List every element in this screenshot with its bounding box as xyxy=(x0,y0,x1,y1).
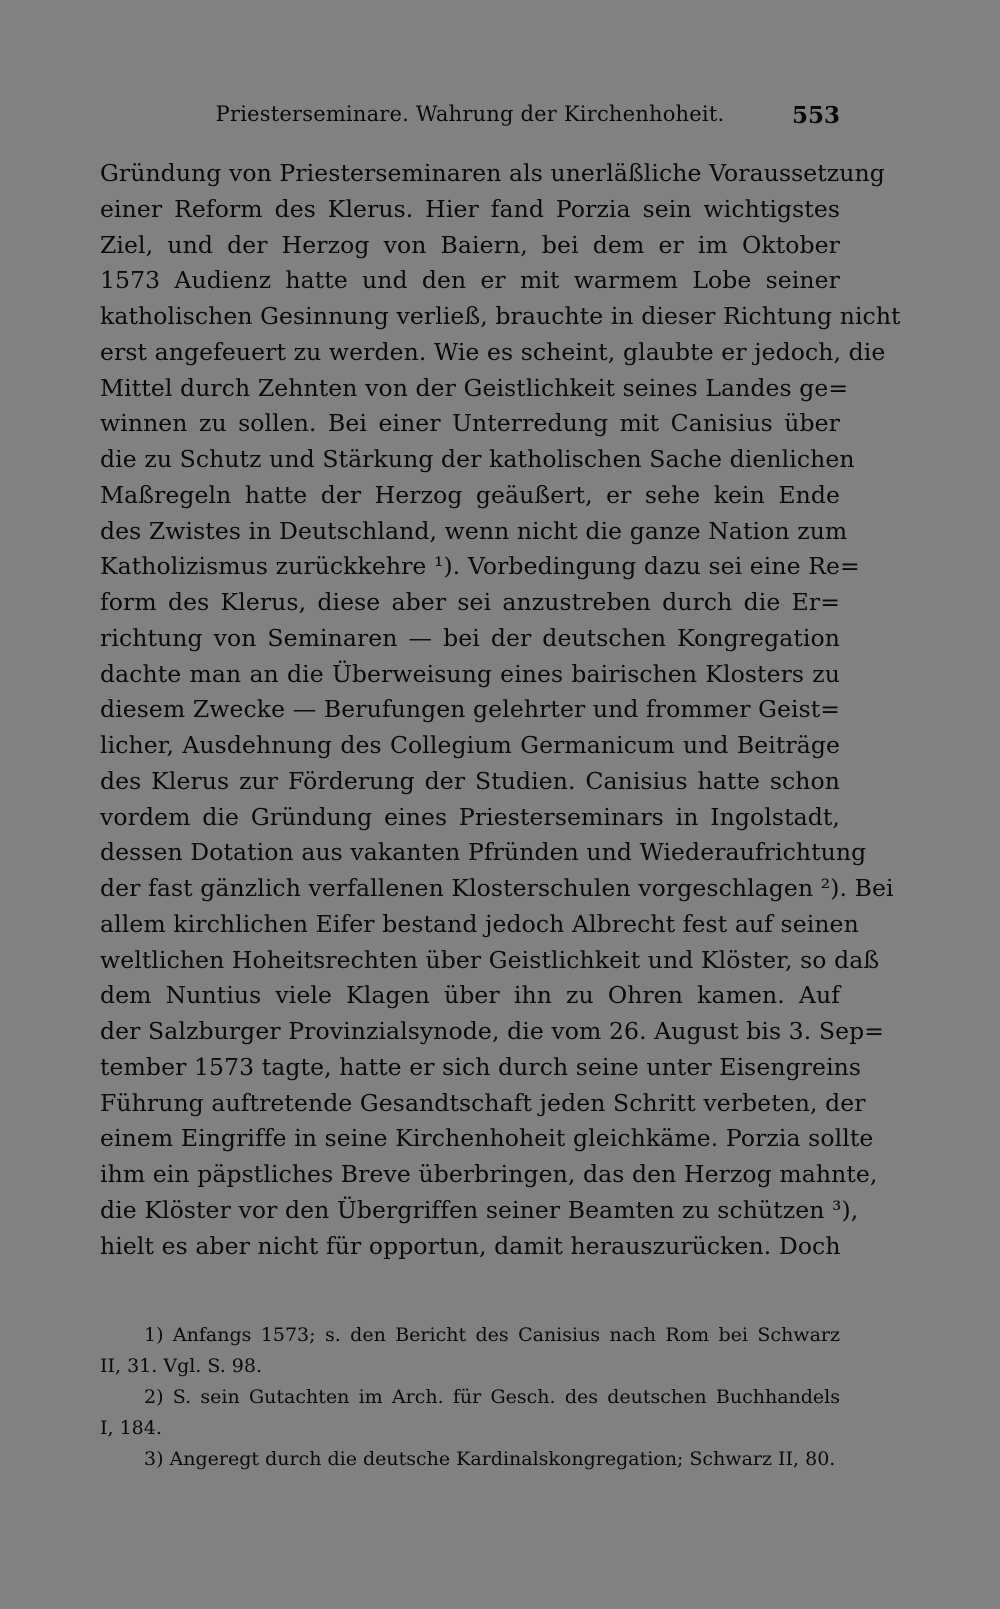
text-line: dessen Dotation aus vakanten Pfründen und Wiederaufrichtung xyxy=(100,838,867,867)
page-number: 553 xyxy=(791,102,840,129)
text-line: des Klerus zur Förderung der Studien. Canisius hatte schon xyxy=(100,766,840,795)
text-line: form des Klerus, diese aber sei anzustreben durch die Er= xyxy=(100,588,840,616)
text-line: ihm ein päpstliches Breve überbringen, das den Herzog mahnte, xyxy=(100,1160,878,1188)
text-line: Maßregeln hatte der Herzog geäußert, er sehe kein Ende xyxy=(100,480,840,509)
text-line: die Klöster vor den Übergriffen seiner Beamten zu schützen ³), xyxy=(100,1195,859,1224)
footnotes xyxy=(100,1320,840,1475)
text-line: einer Reform des Klerus. Hier fand Porzia sein wichtigstes xyxy=(100,194,840,223)
text-line: 1573 Audienz hatte und den er mit warmem Lobe seiner xyxy=(100,266,840,295)
text-line: Gründung von Priesterseminaren als unerläßliche Voraussetzung xyxy=(100,159,885,187)
footnote-2-continuation: I, 184. xyxy=(100,1417,162,1439)
footnote-2: 2) S. sein Gutachten im Arch. für Gesch. des deutschen Buchhandels xyxy=(144,1386,840,1408)
text-line: katholischen Gesinnung verließ, brauchte in dieser Richtung nicht xyxy=(100,302,901,330)
text-line: der Salzburger Provinzialsynode, die vom 26. August bis 3. Sep= xyxy=(100,1017,885,1045)
footnote-1: 1) Anfangs 1573; s. den Bericht des Canisius nach Rom bei Schwarz xyxy=(144,1324,840,1346)
text-line: diesem Zwecke — Berufungen gelehrter und frommer Geist= xyxy=(100,695,841,724)
body-text xyxy=(100,156,901,1264)
text-line: tember 1573 tagte, hatte er sich durch seine unter Eisengreins xyxy=(100,1052,862,1081)
text-line: allem kirchlichen Eifer bestand jedoch Albrecht fest auf seinen xyxy=(100,909,859,938)
text-line: der fast gänzlich verfallenen Klosterschulen vorgeschlagen ²). Bei xyxy=(100,874,894,902)
text-line: vordem die Gründung eines Priesterseminars in Ingolstadt, xyxy=(100,802,840,831)
footnote-1-continuation: II, 31. Vgl. S. 98. xyxy=(100,1355,263,1377)
text-line: winnen zu sollen. Bei einer Unterredung mit Canisius über xyxy=(100,409,840,438)
text-line: weltlichen Hoheitsrechten über Geistlichkeit und Klöster, so daß xyxy=(100,945,880,974)
text-line: Führung auftretende Gesandtschaft jeden Schritt verbeten, der xyxy=(100,1088,866,1117)
text-line: richtung von Seminaren — bei der deutschen Kongregation xyxy=(100,623,840,652)
running-head: Priesterseminare. Wahrung der Kirchenhoheit. xyxy=(215,102,725,126)
text-line: hielt es aber nicht für opportun, damit herauszurücken. Doch xyxy=(100,1231,841,1260)
text-line: des Zwistes in Deutschland, wenn nicht die ganze Nation zum xyxy=(100,516,848,545)
text-line: licher, Ausdehnung des Collegium Germanicum und Beiträge xyxy=(100,731,840,759)
text-line: Katholizismus zurückkehre ¹). Vorbedingung dazu sei eine Re= xyxy=(100,552,860,581)
text-line: erst angefeuert zu werden. Wie es scheint, glaubte er jedoch, die xyxy=(100,337,886,366)
text-line: Ziel, und der Herzog von Baiern, bei dem er im Oktober xyxy=(100,230,840,259)
text-line: dachte man an die Überweisung eines bairischen Klosters zu xyxy=(100,659,840,688)
text-line: dem Nuntius viele Klagen über ihn zu Ohren kamen. Auf xyxy=(100,981,840,1010)
page-header xyxy=(100,102,840,136)
footnote-3: 3) Angeregt durch die deutsche Kardinalskongregation; Schwarz II, 80. xyxy=(144,1448,836,1470)
text-line: die zu Schutz und Stärkung der katholischen Sache dienlichen xyxy=(100,445,855,473)
text-line: einem Eingriffe in seine Kirchenhoheit gleichkäme. Porzia sollte xyxy=(100,1124,874,1153)
text-line: Mittel durch Zehnten von der Geistlichkeit seines Landes ge= xyxy=(100,373,849,402)
